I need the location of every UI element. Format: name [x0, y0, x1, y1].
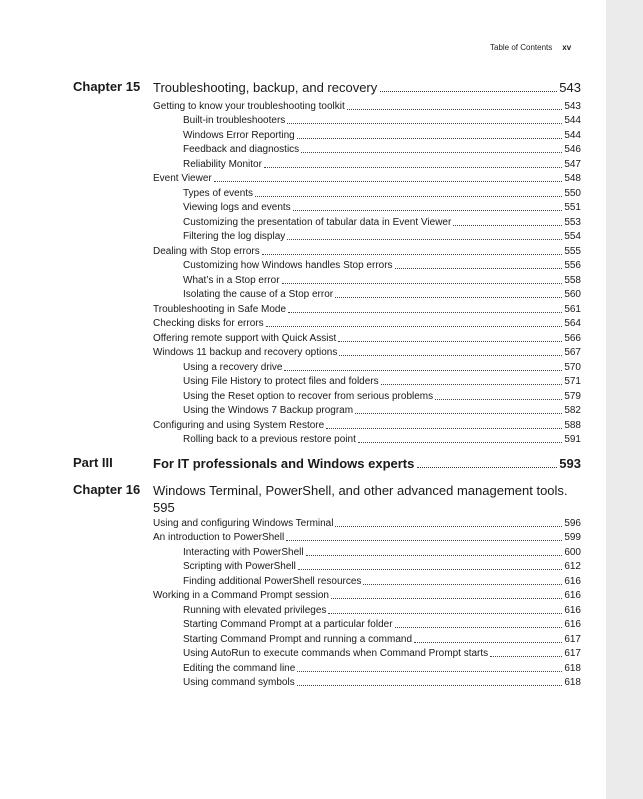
chapter-page: 543 — [559, 80, 581, 95]
dot-leader — [298, 569, 562, 570]
part-title: For IT professionals and Windows experts — [153, 456, 415, 471]
running-header-page: xv — [562, 43, 572, 52]
toc-subentry[interactable] — [183, 158, 581, 171]
toc-entry[interactable] — [153, 303, 581, 316]
toc-entry-title: Configuring and using System Restore — [153, 420, 325, 431]
toc-entry-title: Interacting with PowerShell — [183, 547, 304, 558]
toc-entry-page: 544 — [564, 115, 581, 126]
running-header — [490, 43, 605, 52]
dot-leader — [293, 210, 563, 211]
toc-entry[interactable] — [153, 332, 581, 345]
dot-leader — [287, 239, 562, 240]
dot-leader — [331, 598, 562, 599]
toc-entry-title: Scripting with PowerShell — [183, 561, 296, 572]
toc-subentry[interactable] — [183, 274, 581, 287]
toc-entry-title: Using a recovery drive — [183, 362, 283, 373]
toc-entry-title: Event Viewer — [153, 173, 212, 184]
toc-entry-page: 612 — [564, 561, 581, 572]
dot-leader — [395, 268, 563, 269]
toc-subentry[interactable] — [183, 375, 581, 388]
toc-entry-page: 596 — [564, 518, 581, 529]
toc-subentry[interactable] — [183, 560, 581, 573]
dot-leader — [414, 642, 562, 643]
toc-entry-page: 616 — [564, 605, 581, 616]
toc-entry-page: 591 — [564, 434, 581, 445]
toc-entry-page: 616 — [564, 619, 581, 630]
toc-subentry[interactable] — [183, 404, 581, 417]
dot-leader — [363, 584, 562, 585]
toc-subentry[interactable] — [183, 114, 581, 127]
dot-leader — [338, 341, 562, 342]
toc-entry-title: An introduction to PowerShell — [153, 532, 285, 543]
dot-leader — [301, 152, 562, 153]
toc-entry-title: Windows 11 backup and recovery options — [153, 347, 338, 358]
part-title-link[interactable] — [153, 455, 581, 472]
dot-leader — [266, 326, 563, 327]
toc-entry[interactable] — [153, 317, 581, 330]
toc-entry-page: 599 — [564, 532, 581, 543]
chapter-label: Chapter 15 — [73, 79, 141, 94]
toc-entry-title: Checking disks for errors — [153, 318, 264, 329]
dot-leader — [286, 540, 562, 541]
toc-entry-page: 556 — [564, 260, 581, 271]
dot-leader — [335, 297, 562, 298]
toc-entry[interactable] — [153, 172, 581, 185]
toc-entry-title: Starting Command Prompt and running a command — [183, 634, 413, 645]
dot-leader — [453, 225, 562, 226]
toc-subentry[interactable] — [183, 288, 581, 301]
toc-subentry[interactable] — [183, 187, 581, 200]
toc-entry-page: 617 — [564, 648, 581, 659]
toc-subentry[interactable] — [183, 575, 581, 588]
toc-entry-title: Customizing the presentation of tabular data in Event Viewer — [183, 217, 452, 228]
toc-subentry[interactable] — [183, 201, 581, 214]
dot-leader — [347, 109, 563, 110]
toc-entry-title: Using AutoRun to execute commands when Command Prompt starts — [183, 648, 489, 659]
toc-entry-page: 618 — [564, 663, 581, 674]
dot-leader — [255, 196, 562, 197]
toc-entry-page: 544 — [564, 130, 581, 141]
dot-leader — [288, 312, 562, 313]
toc-entry-page: 582 — [564, 405, 581, 416]
part-page: 593 — [559, 456, 581, 471]
toc-entry-page: 558 — [564, 275, 581, 286]
toc-entry-title: Using File History to protect files and folders — [183, 376, 379, 387]
dot-leader — [297, 138, 563, 139]
toc-subentry[interactable] — [183, 546, 581, 559]
toc-entry-page: 600 — [564, 547, 581, 558]
toc-subentry[interactable] — [183, 633, 581, 646]
toc-entry-page: 571 — [564, 376, 581, 387]
toc-entry-page: 579 — [564, 391, 581, 402]
toc-subentry[interactable] — [183, 216, 581, 229]
dot-leader — [395, 627, 563, 628]
toc-entry-title: Filtering the log display — [183, 231, 286, 242]
toc-entry[interactable] — [153, 419, 581, 432]
toc-entry[interactable] — [153, 346, 581, 359]
toc-entry-page: 551 — [564, 202, 581, 213]
dot-leader — [339, 355, 562, 356]
toc-entry-page: 561 — [564, 304, 581, 315]
toc-entry-title: Running with elevated privileges — [183, 605, 327, 616]
toc-entry[interactable] — [153, 589, 581, 602]
toc-entry-title: Viewing logs and events — [183, 202, 291, 213]
dot-leader — [284, 370, 562, 371]
dot-leader — [417, 467, 557, 468]
toc-entry-page: 617 — [564, 634, 581, 645]
toc-subentry[interactable] — [183, 390, 581, 403]
toc-entry-page: 570 — [564, 362, 581, 373]
toc-subentry[interactable] — [183, 129, 581, 142]
dot-leader — [214, 181, 563, 182]
chapter-title: Troubleshooting, backup, and recovery — [153, 80, 378, 95]
toc-subentry[interactable] — [183, 361, 581, 374]
toc-entry-title: Starting Command Prompt at a particular folder — [183, 619, 393, 630]
toc-entry-title: What’s in a Stop error — [183, 275, 280, 286]
toc-subentry[interactable] — [183, 259, 581, 272]
toc-entry-title: Using the Reset option to recover from serious problems — [183, 391, 434, 402]
toc-subentry[interactable] — [183, 676, 581, 689]
toc-entry-page: 564 — [564, 318, 581, 329]
toc-subentry[interactable] — [183, 143, 581, 156]
toc-entry-page: 616 — [564, 590, 581, 601]
toc-entry-title: Using command symbols — [183, 677, 295, 688]
toc-entry[interactable] — [153, 245, 581, 258]
toc-entry-title: Offering remote support with Quick Assist — [153, 333, 337, 344]
toc-entry-page: 567 — [564, 347, 581, 358]
toc-entry-title: Using and configuring Windows Terminal — [153, 518, 334, 529]
dot-leader — [358, 442, 562, 443]
toc-entry-title: Troubleshooting in Safe Mode — [153, 304, 287, 315]
toc-entry-page: 553 — [564, 217, 581, 228]
toc-entry-title: Finding additional PowerShell resources — [183, 576, 362, 587]
dot-leader — [328, 613, 562, 614]
toc-entry-page: 543 — [564, 101, 581, 112]
toc-subentry[interactable] — [183, 662, 581, 675]
toc-entry-title: Types of events — [183, 188, 254, 199]
toc-entry-page: 555 — [564, 246, 581, 257]
scrollbar-track[interactable] — [606, 0, 643, 799]
toc-subentry[interactable] — [183, 647, 581, 660]
toc-entry-title: Customizing how Windows handles Stop errors — [183, 260, 393, 271]
toc-subentry[interactable] — [183, 604, 581, 617]
chapter-title-link[interactable] — [153, 482, 581, 516]
dot-leader — [490, 656, 562, 657]
toc-subentry[interactable] — [183, 618, 581, 631]
toc-entry-page: 548 — [564, 173, 581, 184]
toc-entry[interactable] — [153, 100, 581, 113]
dot-leader — [297, 685, 563, 686]
toc-subentry[interactable] — [183, 433, 581, 446]
toc-entry-title: Rolling back to a previous restore point — [183, 434, 356, 445]
toc-entry-title: Dealing with Stop errors — [153, 246, 260, 257]
dot-leader — [287, 123, 562, 124]
toc-entry-page: 566 — [564, 333, 581, 344]
toc-entry-page: 560 — [564, 289, 581, 300]
toc-entry[interactable] — [153, 517, 581, 530]
toc-entry-title: Windows Error Reporting — [183, 130, 295, 141]
dot-leader — [380, 91, 557, 92]
toc-entry-title: Using the Windows 7 Backup program — [183, 405, 354, 416]
toc-entry-page: 547 — [564, 159, 581, 170]
toc-entry[interactable] — [153, 531, 581, 544]
toc-entry-title: Getting to know your troubleshooting toolkit — [153, 101, 345, 112]
dot-leader — [355, 413, 562, 414]
toc-entry-page: 546 — [564, 144, 581, 155]
toc-entry-page: 588 — [564, 420, 581, 431]
toc-entry-page: 616 — [564, 576, 581, 587]
toc-entry-title: Working in a Command Prompt session — [153, 590, 329, 601]
running-header-title: Table of Contents — [490, 43, 553, 52]
part-label: Part III — [73, 455, 113, 470]
toc-entry-title: Reliability Monitor — [183, 159, 262, 170]
toc-entry-page: 550 — [564, 188, 581, 199]
dot-leader — [264, 167, 562, 168]
toc-entry-title: Feedback and diagnostics — [183, 144, 300, 155]
toc-entry-title: Built-in troubleshooters — [183, 115, 286, 126]
dot-leader — [381, 384, 563, 385]
chapter-label: Chapter 16 — [73, 482, 141, 497]
toc-entry-title: Isolating the cause of a Stop error — [183, 289, 334, 300]
dot-leader — [282, 283, 563, 284]
dot-leader — [326, 428, 562, 429]
dot-leader — [335, 526, 562, 527]
toc-entry-title: Editing the command line — [183, 663, 296, 674]
dot-leader — [435, 399, 562, 400]
dot-leader — [297, 671, 562, 672]
toc-subentry[interactable] — [183, 230, 581, 243]
dot-leader — [262, 254, 563, 255]
chapter-title: Windows Terminal, PowerShell, and other advanced management tools. 595 — [153, 483, 568, 515]
toc-entry-page: 554 — [564, 231, 581, 242]
dot-leader — [306, 555, 563, 556]
toc-entry-page: 618 — [564, 677, 581, 688]
chapter-title-link[interactable] — [153, 79, 581, 96]
